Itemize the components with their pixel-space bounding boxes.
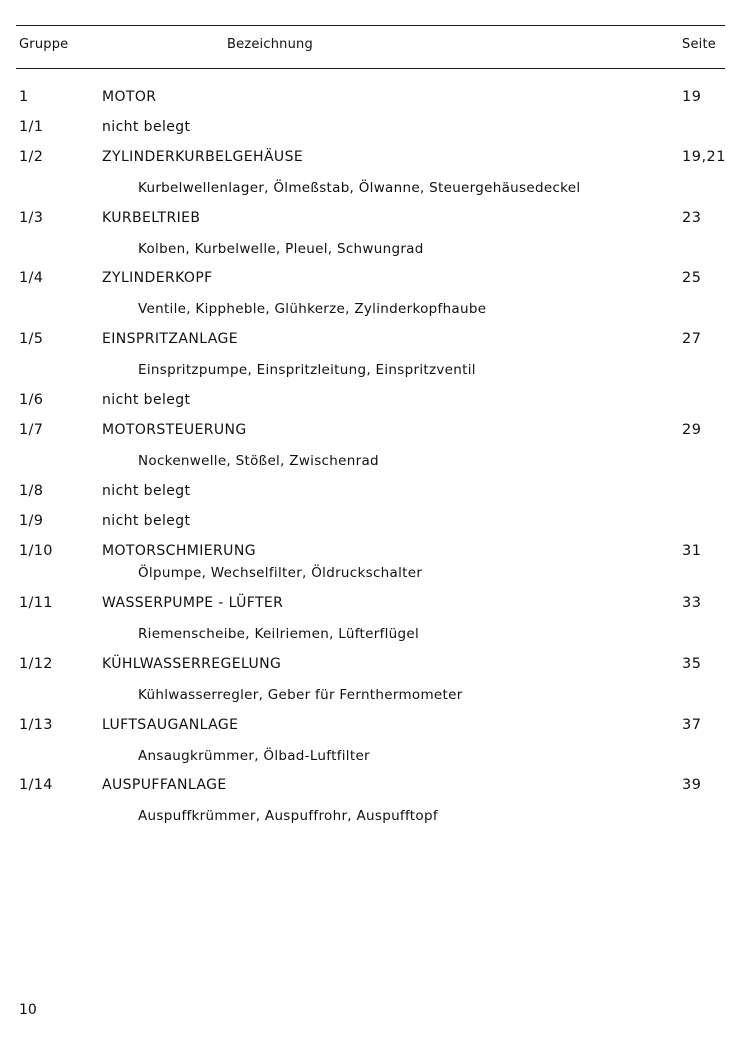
toc-row — [0, 656, 741, 676]
page-reference: 25 — [682, 270, 702, 286]
group-title: MOTORSCHMIERUNG — [102, 543, 256, 559]
toc-row — [0, 543, 741, 563]
page-reference: 29 — [682, 422, 702, 438]
group-details: Einspritzpumpe, Einspritzleitung, Einspritzventil — [138, 362, 476, 378]
toc-row — [0, 149, 741, 169]
toc-row — [0, 777, 741, 797]
page-number: 10 — [19, 1002, 37, 1018]
group-number: 1/14 — [19, 777, 53, 793]
group-title: KURBELTRIEB — [102, 210, 201, 226]
group-title: EINSPRITZANLAGE — [102, 331, 238, 347]
group-title: WASSERPUMPE - LÜFTER — [102, 595, 284, 611]
column-header-group: Gruppe — [19, 37, 69, 52]
group-title: nicht belegt — [102, 513, 191, 529]
group-details: Ansaugkrümmer, Ölbad-Luftfilter — [138, 748, 370, 764]
group-details: Ölpumpe, Wechselfilter, Öldruckschalter — [138, 565, 423, 581]
toc-row — [0, 119, 741, 139]
group-details: Riemenscheibe, Keilriemen, Lüfterflügel — [138, 626, 420, 642]
group-details: Auspuffkrümmer, Auspuffrohr, Auspufftopf — [138, 808, 438, 824]
group-details: Nockenwelle, Stößel, Zwischenrad — [138, 453, 379, 469]
column-header-page: Seite — [682, 37, 716, 52]
toc-row — [0, 422, 741, 442]
page-reference: 31 — [682, 543, 702, 559]
group-details: Ventile, Kippheble, Glühkerze, Zylinderkopfhaube — [138, 301, 487, 317]
page-reference: 27 — [682, 331, 702, 347]
group-number: 1/6 — [19, 392, 44, 408]
group-number: 1/2 — [19, 149, 44, 165]
group-number: 1/10 — [19, 543, 53, 559]
group-number: 1/13 — [19, 717, 53, 733]
group-details: Kolben, Kurbelwelle, Pleuel, Schwungrad — [138, 241, 424, 257]
toc-row — [0, 89, 741, 109]
toc-row — [0, 483, 741, 503]
page-reference: 39 — [682, 777, 702, 793]
group-title: nicht belegt — [102, 483, 191, 499]
group-number: 1 — [19, 89, 29, 105]
group-number: 1/3 — [19, 210, 44, 226]
toc-row — [0, 210, 741, 230]
toc-row — [0, 595, 741, 615]
page-reference: 37 — [682, 717, 702, 733]
group-title: MOTORSTEUERUNG — [102, 422, 247, 438]
group-title: AUSPUFFANLAGE — [102, 777, 227, 793]
page-reference: 35 — [682, 656, 702, 672]
group-title: ZYLINDERKOPF — [102, 270, 213, 286]
header-top-rule — [16, 25, 725, 26]
group-number: 1/12 — [19, 656, 53, 672]
toc-row — [0, 513, 741, 533]
group-title: ZYLINDERKURBELGEHÄUSE — [102, 149, 304, 165]
group-number: 1/11 — [19, 595, 53, 611]
toc-row — [0, 270, 741, 290]
page-reference: 33 — [682, 595, 702, 611]
header-bottom-rule — [16, 68, 725, 69]
group-title: MOTOR — [102, 89, 157, 105]
column-header-description: Bezeichnung — [227, 37, 313, 52]
page-reference: 19 — [682, 89, 702, 105]
page-reference: 19,21 — [682, 149, 727, 165]
group-details: Kühlwasserregler, Geber für Fernthermometer — [138, 687, 463, 703]
toc-row — [0, 717, 741, 737]
group-title: KÜHLWASSERREGELUNG — [102, 656, 282, 672]
group-number: 1/5 — [19, 331, 44, 347]
group-details: Kurbelwellenlager, Ölmeßstab, Ölwanne, Steuergehäusedeckel — [138, 180, 581, 196]
group-title: nicht belegt — [102, 392, 191, 408]
group-number: 1/9 — [19, 513, 44, 529]
group-number: 1/8 — [19, 483, 44, 499]
group-title: nicht belegt — [102, 119, 191, 135]
group-title: LUFTSAUGANLAGE — [102, 717, 239, 733]
group-number: 1/1 — [19, 119, 44, 135]
page-reference: 23 — [682, 210, 702, 226]
group-number: 1/4 — [19, 270, 44, 286]
group-number: 1/7 — [19, 422, 44, 438]
toc-row — [0, 331, 741, 351]
toc-row — [0, 392, 741, 412]
